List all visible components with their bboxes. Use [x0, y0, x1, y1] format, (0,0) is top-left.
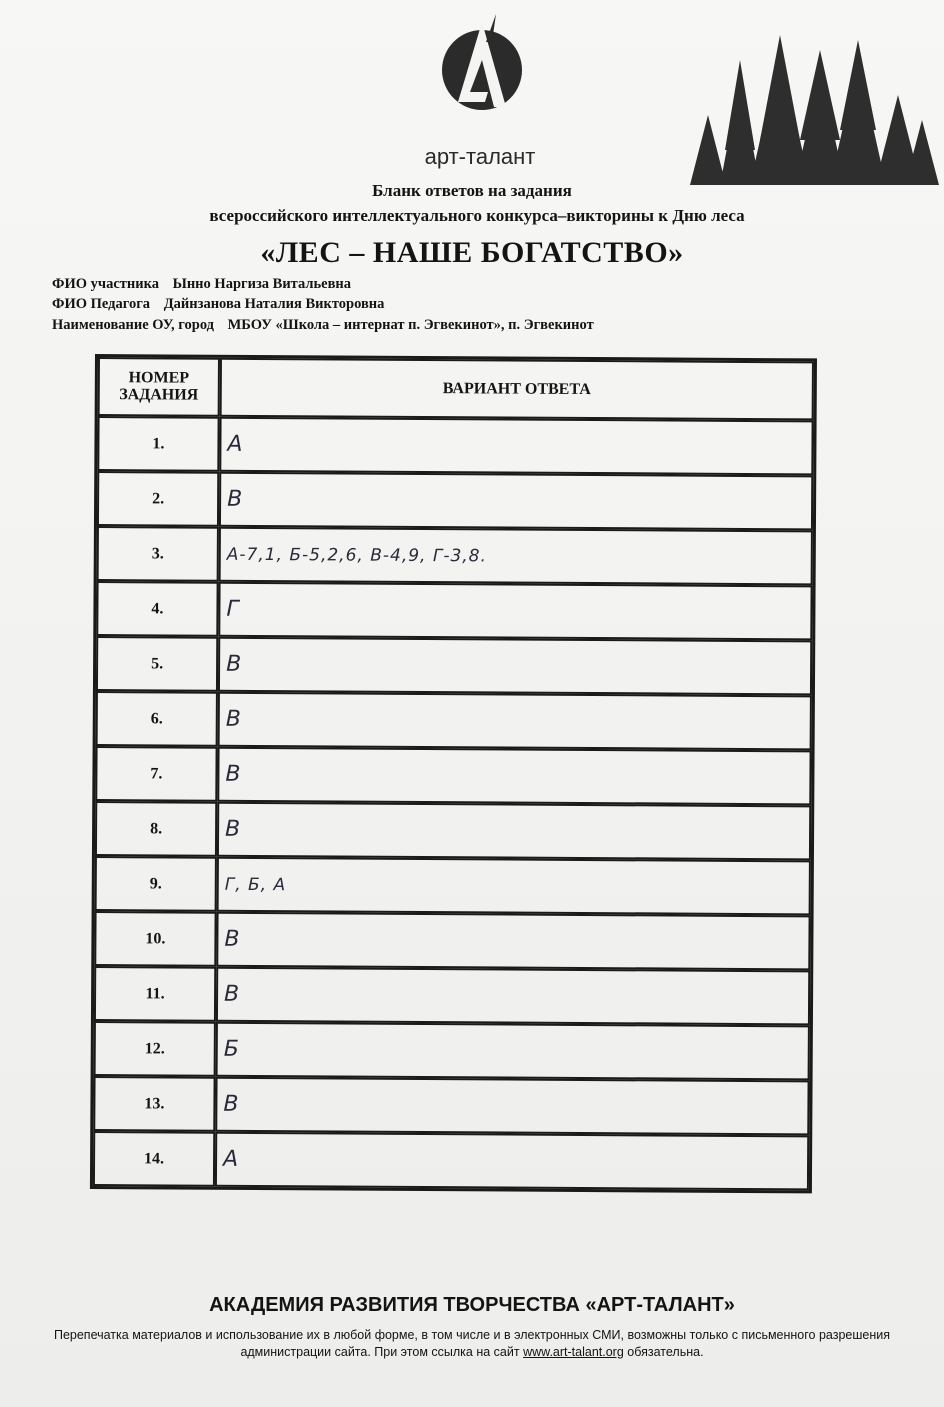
table-row [93, 1131, 809, 1190]
task-number: 3. [97, 526, 219, 582]
table-row [95, 801, 811, 860]
table-header-row [98, 357, 814, 420]
task-number: 9. [95, 856, 217, 912]
school-info [52, 317, 594, 334]
handwritten-answer: А-7,1, Б-5,2,6, В-4,9, Г-3,8. [219, 527, 813, 586]
teacher-value: Дайнзанова Наталия Викторовна [163, 296, 385, 312]
handwritten-answer: В [218, 692, 812, 751]
table-row [94, 1021, 810, 1080]
handwritten-answer: Б [216, 1022, 810, 1081]
footer-note [40, 1327, 904, 1361]
task-number: 7. [95, 746, 217, 802]
handwritten-answer: В [216, 912, 810, 971]
table-row [97, 526, 813, 585]
logo-text: арт-талант [424, 144, 536, 169]
table-row [96, 636, 812, 695]
handwritten-answer: Г, Б, А [217, 857, 811, 916]
task-number: 13. [93, 1076, 215, 1132]
header-line-1: Бланк ответов на задания [372, 181, 572, 200]
table-row [95, 746, 811, 805]
handwritten-answer: В [218, 637, 812, 696]
table-row [96, 581, 812, 640]
task-number: 4. [96, 581, 218, 637]
table-row [95, 856, 811, 915]
footer-site-link[interactable]: www.art-talant.org [523, 1344, 624, 1359]
footer-note-end: обязательна. [627, 1344, 704, 1359]
handwritten-answer: В [217, 802, 811, 861]
participant-value: Ынно Наргиза Витальевна [172, 276, 352, 292]
forest-trees-icon [680, 20, 940, 185]
handwritten-answer: В [216, 967, 810, 1026]
participant-label: ФИО участника [52, 276, 159, 292]
handwritten-answer: А [215, 1132, 809, 1191]
contest-title: «ЛЕС – НАШЕ БОГАТСТВО» [260, 236, 684, 269]
school-value: МБОУ «Школа – интернат п. Эгвекинот», п. Эгвекинот [227, 317, 594, 333]
handwritten-answer: Г [218, 582, 812, 641]
answer-rows [93, 416, 814, 1190]
task-number: 11. [94, 966, 216, 1022]
table-row [93, 1076, 809, 1135]
table-row [94, 966, 810, 1025]
task-number: 6. [96, 691, 218, 747]
task-number: 12. [94, 1021, 216, 1077]
task-number: 2. [97, 471, 219, 527]
footer-note-text: Перепечатка материалов и использование их в любой форме, в том числе и в электронных СМИ, возможны только с письменного разрешения администрации сайта. При этом ссылка на сайт [53, 1328, 891, 1359]
task-number: 14. [93, 1131, 215, 1187]
teacher-label: ФИО Педагога [52, 296, 151, 312]
task-number: 10. [94, 911, 216, 967]
handwritten-answer: А [219, 417, 813, 476]
answer-table [90, 354, 817, 1193]
header-line-2: всероссийского интеллектуального конкурса–викторины к Дню леса [209, 206, 745, 225]
task-number: 8. [95, 801, 217, 857]
handwritten-answer: В [215, 1077, 809, 1136]
table-row [97, 471, 813, 530]
task-number: 1. [97, 416, 219, 472]
table-row [97, 416, 813, 475]
column-header-answer: ВАРИАНТ ОТВЕТА [220, 358, 814, 421]
table-row [94, 911, 810, 970]
handwritten-answer: В [217, 747, 811, 806]
answer-table-wrap [90, 354, 825, 1204]
task-number: 5. [96, 636, 218, 692]
participant-info [52, 276, 351, 293]
school-label: Наименование ОУ, город [52, 317, 214, 333]
table-row [96, 691, 812, 750]
column-header-number: НОМЕР ЗАДАНИЯ [98, 357, 220, 417]
teacher-info [52, 296, 384, 313]
footer-title: АКАДЕМИЯ РАЗВИТИЯ ТВОРЧЕСТВА «АРТ-ТАЛАНТ» [209, 1294, 735, 1316]
art-talant-logo-icon [436, 12, 528, 132]
handwritten-answer: В [219, 472, 813, 531]
